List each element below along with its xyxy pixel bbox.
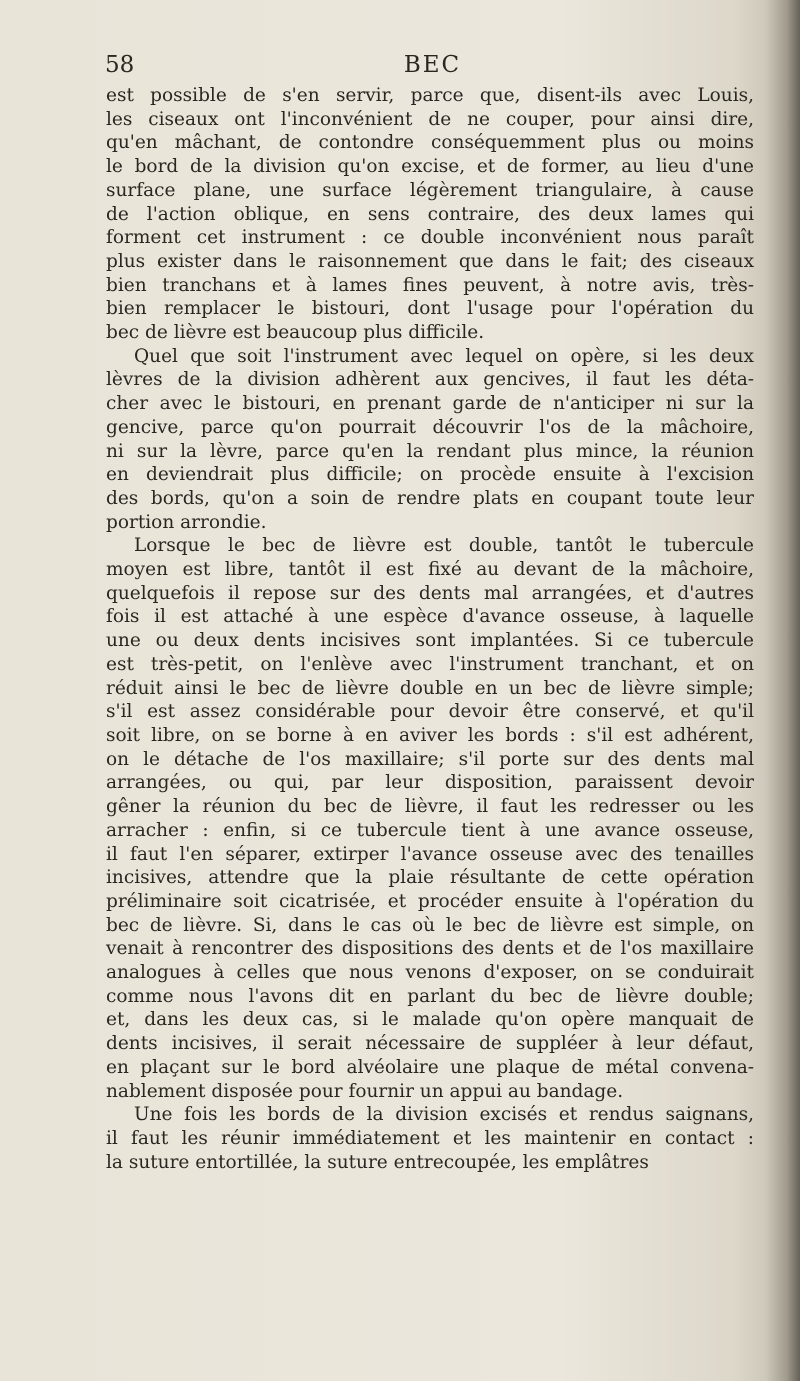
text-line: est très-petit, on l'enlève avec l'instrument tranchant, et on [106, 653, 754, 675]
text-line: bien remplacer le bistouri, dont l'usage pour l'opération du [106, 298, 754, 320]
text-line: bien tranchans et à lames fines peuvent, à notre avis, très- [106, 274, 754, 296]
text-line: gencive, parce qu'on pourrait découvrir l'os de la mâchoire, [106, 416, 754, 438]
text-line: le bord de la division qu'on excise, et de former, au lieu d'une [106, 156, 754, 178]
text-line: arrangées, ou qui, par leur disposition, paraissent devoir [106, 772, 754, 794]
page-number: 58 [105, 52, 135, 78]
text-line: incisives, attendre que la plaie résultante de cette opération [106, 867, 754, 889]
text-line: s'il est assez considérable pour devoir être conservé, et qu'il [106, 701, 754, 723]
text-line: soit libre, on se borne à en aviver les bords : s'il est adhérent, [106, 724, 754, 746]
page-header [105, 52, 760, 82]
text-line: en deviendrait plus difficile; on procède ensuite à l'excision [106, 464, 754, 486]
text-line: venait à rencontrer des dispositions des dents et de l'os maxillaire [106, 938, 754, 960]
text-line: forment cet instrument : ce double inconvénient nous paraît [106, 227, 754, 249]
text-line: en plaçant sur le bord alvéolaire une plaque de métal convena- [106, 1056, 754, 1078]
text-line: il faut l'en séparer, extirper l'avance osseuse avec des tenailles [106, 843, 754, 865]
text-line: et, dans les deux cas, si le malade qu'on opère manquait de [106, 1009, 754, 1031]
text-line: fois il est attaché à une espèce d'avance osseuse, à laquelle [106, 606, 754, 628]
text-line: préliminaire soit cicatrisée, et procéder ensuite à l'opération du [106, 890, 754, 912]
page-gutter-shadow [766, 0, 800, 1381]
text-line: analogues à celles que nous venons d'exposer, on se conduirait [106, 962, 754, 984]
text-line: portion arrondie. [106, 511, 267, 533]
body-text [106, 84, 754, 1174]
text-line: dents incisives, il serait nécessaire de suppléer à leur défaut, [106, 1033, 754, 1055]
text-line: ni sur la lèvre, parce qu'en la rendant plus mince, la réunion [106, 440, 754, 462]
paragraph [106, 84, 754, 345]
running-head: BEC [403, 52, 462, 78]
text-line: une ou deux dents incisives sont implantées. Si ce tubercule [106, 630, 754, 652]
text-line: il faut les réunir immédiatement et les maintenir en contact : [106, 1127, 754, 1149]
text-line: quelquefois il repose sur des dents mal arrangées, et d'autres [106, 582, 754, 604]
text-line: bec de lièvre est beaucoup plus difficile. [106, 322, 485, 344]
text-line: les ciseaux ont l'inconvénient de ne couper, pour ainsi dire, [106, 108, 754, 130]
text-line: arracher : enfin, si ce tubercule tient à une avance osseuse, [106, 819, 754, 841]
text-line: qu'en mâchant, de contondre conséquemment plus ou moins [106, 132, 754, 154]
text-line: gêner la réunion du bec de lièvre, il faut les redresser ou les [106, 796, 754, 818]
text-line: Quel que soit l'instrument avec lequel on opère, si les deux [134, 345, 754, 367]
text-line: est possible de s'en servir, parce que, disent-ils avec Louis, [106, 85, 754, 106]
text-line: des bords, qu'on a soin de rendre plats en coupant toute leur [106, 487, 754, 509]
paragraph [106, 345, 754, 535]
text-line: plus exister dans le raisonnement que dans le fait; des ciseaux [106, 250, 754, 272]
text-line: la suture entortillée, la suture entrecoupée, les emplâtres [106, 1151, 649, 1173]
text-line: bec de lièvre. Si, dans le cas où le bec de lièvre est simple, on [106, 914, 754, 936]
text-line: Une fois les bords de la division excisés et rendus saignans, [134, 1104, 754, 1126]
text-line: lèvres de la division adhèrent aux gencives, il faut les déta- [106, 369, 754, 391]
text-line: moyen est libre, tantôt il est fixé au devant de la mâchoire, [106, 559, 754, 581]
text-line: Lorsque le bec de lièvre est double, tantôt le tubercule [134, 535, 754, 557]
text-line: nablement disposée pour fournir un appui au bandage. [106, 1080, 624, 1102]
paragraph [106, 534, 754, 1103]
text-line: cher avec le bistouri, en prenant garde de n'anticiper ni sur la [106, 393, 754, 415]
text-line: de l'action oblique, en sens contraire, des deux lames qui [106, 203, 754, 225]
paragraph [106, 1103, 754, 1174]
text-line: on le détache de l'os maxillaire; s'il porte sur des dents mal [106, 748, 754, 770]
text-line: surface plane, une surface légèrement triangulaire, à cause [106, 179, 754, 201]
text-line: comme nous l'avons dit en parlant du bec de lièvre double; [106, 985, 754, 1007]
text-line: réduit ainsi le bec de lièvre double en un bec de lièvre simple; [106, 677, 754, 699]
